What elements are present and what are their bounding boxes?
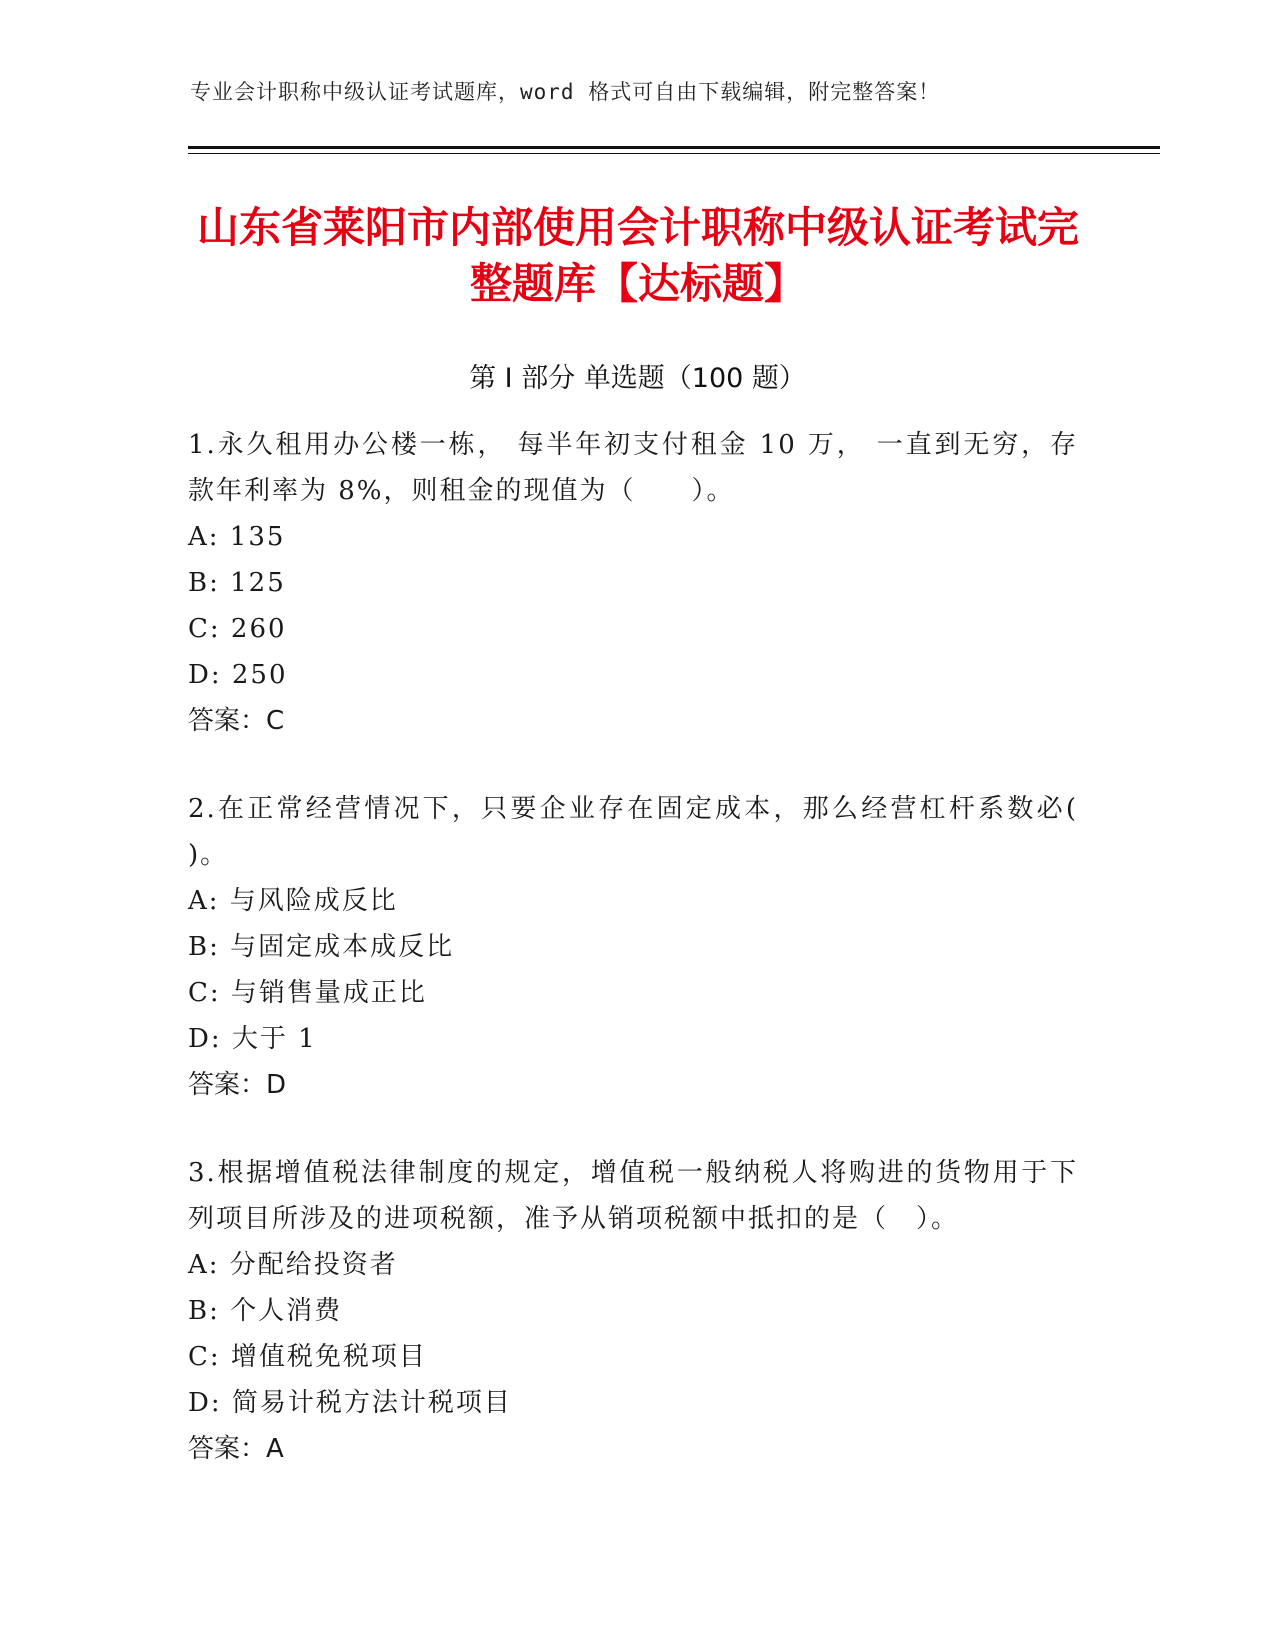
answer: 答案：A	[188, 1434, 284, 1464]
section-heading: 第 I 部分 单选题（100 题）	[469, 363, 806, 394]
page-header-note: 专业会计职称中级认证考试题库，word 格式可自由下载编辑，附完整答案！	[190, 80, 941, 104]
option-c: C: 与销售量成正比	[188, 978, 427, 1008]
header-rule-thick	[188, 146, 1160, 149]
option-a: A: 与风险成反比	[188, 886, 398, 916]
question-2	[188, 786, 1078, 1108]
question-stem: 2.在正常经营情况下，只要企业存在固定成本，那么经营杠杆系数必( )。	[188, 794, 1078, 870]
option-d: D: 大于 1	[188, 1024, 317, 1054]
option-a: A: 分配给投资者	[188, 1250, 398, 1280]
option-b: B: 125	[188, 568, 286, 598]
option-d: D: 250	[188, 660, 288, 690]
question-stem: 3.根据增值税法律制度的规定，增值税一般纳税人将购进的货物用于下列项目所涉及的进项税额，准予从销项税额中抵扣的是（ ）。	[188, 1158, 1078, 1234]
answer: 答案：C	[188, 706, 285, 736]
option-b: B: 个人消费	[188, 1296, 343, 1326]
header-rule-thin	[188, 153, 1160, 154]
option-c: C: 增值税免税项目	[188, 1342, 427, 1372]
option-b: B: 与固定成本成反比	[188, 932, 455, 962]
option-d: D: 简易计税方法计税项目	[188, 1388, 512, 1418]
answer: 答案：D	[188, 1070, 287, 1100]
question-stem: 1.永久租用办公楼一栋， 每半年初支付租金 10 万， 一直到无穷，存款年利率为 8%，则租金的现值为（ ）。	[188, 430, 1078, 506]
option-a: A: 135	[188, 522, 286, 552]
question-3	[188, 1150, 1078, 1472]
question-1	[188, 422, 1078, 744]
option-c: C: 260	[188, 614, 287, 644]
document-title: 山东省莱阳市内部使用会计职称中级认证考试完整题库【达标题】	[196, 203, 1079, 308]
